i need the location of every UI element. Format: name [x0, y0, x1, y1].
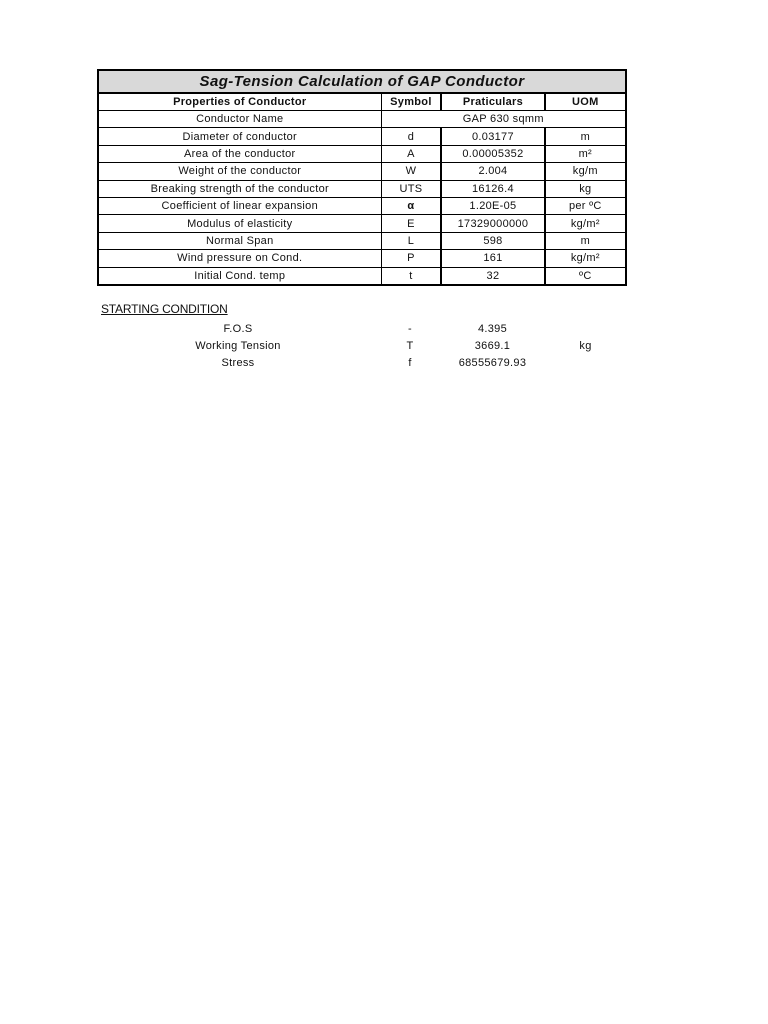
- property-symbol[interactable]: P: [381, 250, 441, 267]
- property-label[interactable]: Diameter of conductor: [98, 128, 381, 145]
- condition-label[interactable]: Stress: [221, 357, 255, 369]
- table-row: [98, 197, 626, 214]
- property-symbol[interactable]: L: [381, 232, 441, 249]
- property-uom[interactable]: kg/m²: [545, 215, 626, 232]
- property-symbol[interactable]: A: [381, 145, 441, 162]
- condition-unit[interactable]: kg: [579, 340, 592, 352]
- table-row: [98, 267, 626, 285]
- condition-symbol[interactable]: T: [406, 340, 414, 352]
- conductor-properties-table: [97, 69, 627, 286]
- property-uom[interactable]: kg/m: [545, 163, 626, 180]
- property-symbol[interactable]: E: [381, 215, 441, 232]
- property-uom[interactable]: kg: [545, 180, 626, 197]
- condition-label[interactable]: Working Tension: [195, 340, 281, 352]
- header-symbol[interactable]: Symbol: [381, 93, 441, 111]
- condition-value[interactable]: 3669.1: [474, 340, 511, 352]
- property-symbol[interactable]: α: [381, 197, 441, 214]
- property-value[interactable]: 1.20E-05: [441, 197, 544, 214]
- property-value[interactable]: 0.00005352: [441, 145, 544, 162]
- property-label[interactable]: Area of the conductor: [98, 145, 381, 162]
- table-row: [98, 180, 626, 197]
- property-value[interactable]: 598: [441, 232, 544, 249]
- table-header-row: [98, 93, 626, 111]
- condition-value[interactable]: 4.395: [477, 323, 508, 335]
- property-symbol[interactable]: d: [381, 128, 441, 145]
- table-row: [98, 215, 626, 232]
- property-value[interactable]: 2.004: [441, 163, 544, 180]
- table-row: [98, 250, 626, 267]
- condition-symbol[interactable]: -: [408, 323, 412, 335]
- property-value[interactable]: 32: [441, 267, 544, 285]
- property-label[interactable]: Wind pressure on Cond.: [98, 250, 381, 267]
- property-label[interactable]: Breaking strength of the conductor: [98, 180, 381, 197]
- property-uom[interactable]: m: [545, 128, 626, 145]
- property-label[interactable]: Initial Cond. temp: [98, 267, 381, 285]
- property-symbol[interactable]: UTS: [381, 180, 441, 197]
- conductor-name-label[interactable]: Conductor Name: [98, 111, 381, 128]
- header-property[interactable]: Properties of Conductor: [98, 93, 381, 111]
- property-uom[interactable]: m: [545, 232, 626, 249]
- property-value[interactable]: 161: [441, 250, 544, 267]
- property-label[interactable]: Weight of the conductor: [98, 163, 381, 180]
- condition-value[interactable]: 68555679.93: [458, 357, 527, 369]
- property-uom[interactable]: ºC: [545, 267, 626, 285]
- property-symbol[interactable]: t: [381, 267, 441, 285]
- conductor-name-value[interactable]: GAP 630 sqmm: [381, 111, 626, 128]
- header-value[interactable]: Praticulars: [441, 93, 544, 111]
- table-title[interactable]: Sag-Tension Calculation of GAP Conductor: [98, 70, 626, 93]
- condition-label[interactable]: F.O.S: [223, 323, 253, 335]
- property-uom[interactable]: m²: [545, 145, 626, 162]
- property-value[interactable]: 16126.4: [441, 180, 544, 197]
- header-uom[interactable]: UOM: [545, 93, 626, 111]
- condition-row-working-tension: [97, 338, 627, 354]
- table-row: [98, 145, 626, 162]
- table-row: [98, 232, 626, 249]
- property-symbol[interactable]: W: [381, 163, 441, 180]
- property-value[interactable]: 17329000000: [441, 215, 544, 232]
- condition-row-fos: [97, 321, 627, 337]
- property-label[interactable]: Coefficient of linear expansion: [98, 197, 381, 214]
- property-label[interactable]: Normal Span: [98, 232, 381, 249]
- table-row-conductor-name: [98, 111, 626, 128]
- property-uom[interactable]: kg/m²: [545, 250, 626, 267]
- starting-condition-title[interactable]: STARTING CONDITION: [101, 302, 228, 316]
- property-uom[interactable]: per ºC: [545, 197, 626, 214]
- property-label[interactable]: Modulus of elasticity: [98, 215, 381, 232]
- table-row: [98, 163, 626, 180]
- condition-row-stress: [97, 355, 627, 371]
- condition-symbol[interactable]: f: [408, 357, 412, 369]
- table-row: [98, 128, 626, 145]
- property-value[interactable]: 0.03177: [441, 128, 544, 145]
